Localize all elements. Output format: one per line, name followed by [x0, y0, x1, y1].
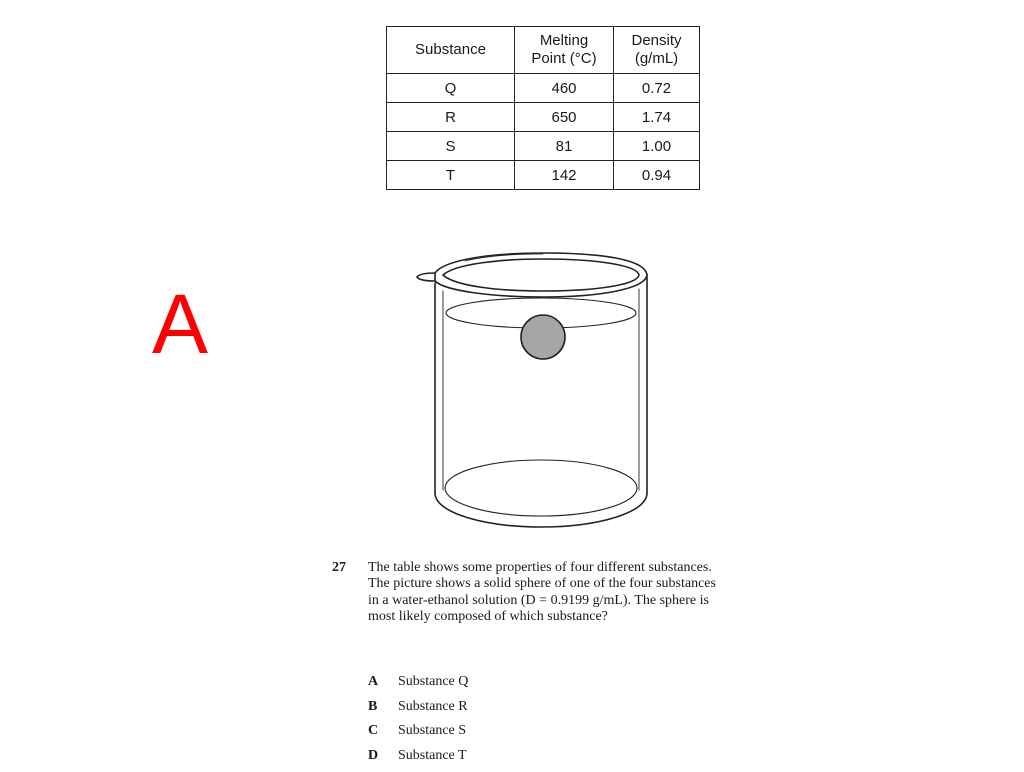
choice-d[interactable] [368, 748, 468, 772]
header-substance-line: Substance [415, 41, 486, 58]
beaker-illustration [405, 245, 665, 535]
choice-text: Substance R [398, 699, 468, 724]
properties-table [386, 26, 700, 190]
solid-sphere [521, 315, 565, 359]
beaker-rim-inner [443, 259, 639, 291]
header-density-line1: Density [631, 32, 681, 49]
header-density [614, 27, 700, 74]
choice-letter: A [368, 674, 398, 699]
header-substance [387, 27, 515, 74]
cell-density: 0.72 [614, 74, 700, 103]
header-melting-point [515, 27, 614, 74]
beaker-bottom [435, 493, 647, 527]
cell-substance: R [387, 103, 515, 132]
header-melting-point-line1: Melting [540, 32, 588, 49]
choice-a[interactable] [368, 674, 468, 699]
answer-mark: A [152, 282, 208, 366]
cell-melting-point: 81 [515, 132, 614, 161]
cell-density: 0.94 [614, 161, 700, 190]
cell-melting-point: 650 [515, 103, 614, 132]
cell-melting-point: 460 [515, 74, 614, 103]
choice-letter: D [368, 748, 398, 772]
header-density-line2: (g/mL) [635, 50, 678, 67]
table-header-row [387, 27, 700, 74]
choice-text: Substance Q [398, 674, 468, 699]
cell-substance: Q [387, 74, 515, 103]
choice-c[interactable] [368, 723, 468, 748]
question-number: 27 [332, 560, 346, 576]
question-text: The table shows some properties of four different substances. The picture shows a solid sphere of one of the four substances in a water-ethanol solution (D = 0.9199 g/mL). The sphere is most likely composed of which substance? [368, 560, 728, 625]
table-row [387, 74, 700, 103]
choice-text: Substance S [398, 723, 466, 748]
answer-choices [368, 674, 468, 772]
choice-text: Substance T [398, 748, 467, 772]
choice-letter: C [368, 723, 398, 748]
cell-melting-point: 142 [515, 161, 614, 190]
cell-density: 1.00 [614, 132, 700, 161]
cell-density: 1.74 [614, 103, 700, 132]
table-row [387, 103, 700, 132]
choice-letter: B [368, 699, 398, 724]
table-row [387, 161, 700, 190]
cell-substance: T [387, 161, 515, 190]
table-row [387, 132, 700, 161]
header-melting-point-line2: Point (°C) [531, 50, 596, 67]
choice-b[interactable] [368, 699, 468, 724]
beaker-spout [417, 273, 435, 281]
cell-substance: S [387, 132, 515, 161]
